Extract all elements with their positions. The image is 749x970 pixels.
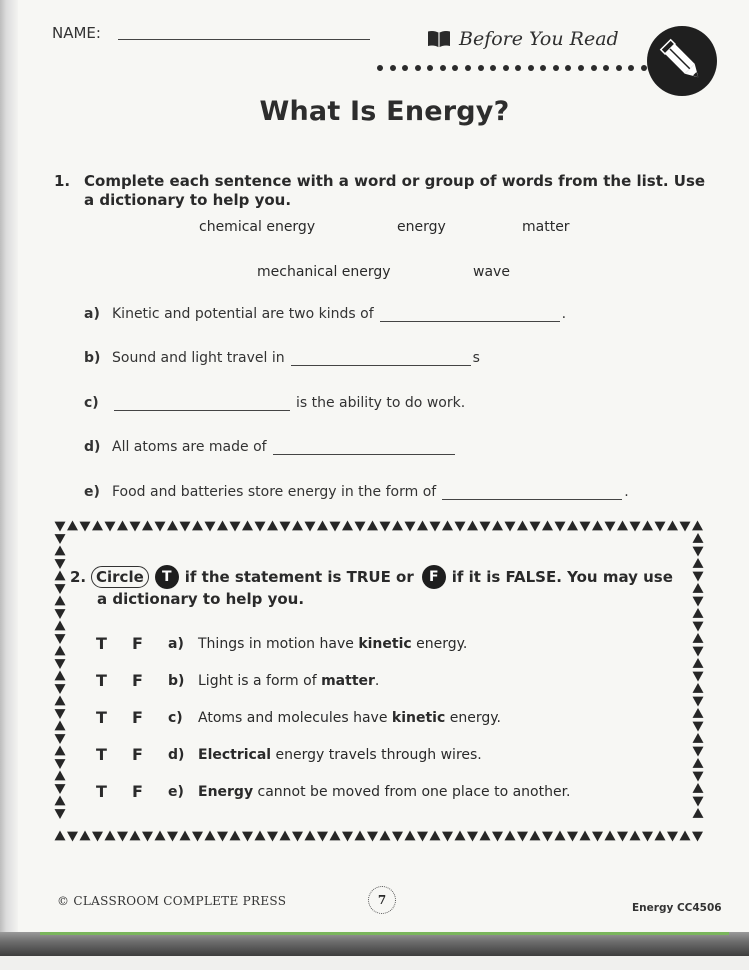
false-option[interactable]: F bbox=[132, 634, 143, 653]
tf-row-d bbox=[96, 745, 482, 764]
answer-blank[interactable] bbox=[291, 351, 471, 366]
section-label: Before You Read bbox=[459, 28, 619, 50]
answer-blank[interactable] bbox=[380, 307, 560, 322]
scan-edge-accent bbox=[40, 932, 729, 935]
question-1-item-b bbox=[84, 346, 480, 366]
false-option[interactable]: F bbox=[132, 782, 143, 801]
question-1-item-d bbox=[84, 435, 457, 455]
answer-blank[interactable] bbox=[114, 396, 290, 411]
item-label: b) bbox=[84, 350, 101, 366]
item-label: a) bbox=[84, 306, 100, 322]
answer-blank[interactable] bbox=[442, 485, 622, 500]
item-label: c) bbox=[168, 709, 183, 726]
tf-row-c bbox=[96, 708, 501, 727]
book-icon bbox=[427, 29, 451, 49]
item-text: Kinetic and potential are two kinds of bbox=[112, 306, 374, 322]
statement-keyword: matter bbox=[321, 672, 375, 689]
item-label: d) bbox=[168, 746, 185, 763]
statement-keyword: kinetic bbox=[358, 635, 412, 652]
question-2-number: 2. bbox=[70, 568, 87, 586]
page-title: What Is Energy? bbox=[259, 96, 510, 127]
item-text: All atoms are made of bbox=[112, 439, 267, 455]
statement-pre: Things in motion have bbox=[198, 635, 359, 652]
page-number: 7 bbox=[368, 886, 396, 914]
scan-edge bbox=[0, 932, 749, 956]
statement-pre: Light is a form of bbox=[198, 672, 322, 689]
item-text-end: . bbox=[561, 306, 567, 322]
item-label: d) bbox=[84, 439, 101, 455]
prompt-text: if the statement is TRUE or bbox=[184, 568, 414, 586]
question-2-prompt-line-2: a dictionary to help you. bbox=[97, 590, 305, 608]
item-label: a) bbox=[168, 635, 184, 652]
dotted-divider bbox=[377, 64, 647, 72]
statement-keyword: Energy bbox=[198, 783, 254, 800]
circle-word: Circle bbox=[91, 566, 149, 588]
product-code: Energy CC4506 bbox=[632, 902, 722, 914]
word-bank-item: wave bbox=[473, 264, 510, 280]
true-option[interactable]: T bbox=[96, 782, 107, 801]
true-option[interactable]: T bbox=[96, 671, 107, 690]
pencil-icon bbox=[647, 26, 717, 96]
statement-post: . bbox=[374, 672, 380, 689]
true-option[interactable]: T bbox=[96, 745, 107, 764]
true-option[interactable]: T bbox=[96, 634, 107, 653]
question-1-number: 1. bbox=[54, 172, 71, 190]
question-1-prompt: Complete each sentence with a word or group of words from the list. Use a dictionary to help you. bbox=[84, 172, 706, 209]
statement-post: cannot be moved from one place to another. bbox=[253, 783, 571, 800]
tf-row-b bbox=[96, 671, 379, 690]
page-binding-shadow bbox=[0, 0, 18, 970]
item-text-end: s bbox=[472, 350, 480, 366]
statement-post: energy. bbox=[411, 635, 468, 652]
false-badge: F bbox=[422, 565, 446, 589]
statement-keyword: Electrical bbox=[198, 746, 272, 763]
name-field-line bbox=[118, 39, 370, 40]
scan-edge-margin bbox=[0, 956, 749, 970]
question-1-item-c bbox=[84, 391, 465, 411]
item-label: e) bbox=[84, 484, 100, 500]
question-1-item-a bbox=[84, 302, 566, 322]
word-bank-item: energy bbox=[397, 219, 446, 235]
question-2-prompt-line-1 bbox=[91, 565, 673, 589]
word-bank-item: mechanical energy bbox=[257, 264, 391, 280]
tf-row-a bbox=[96, 634, 467, 653]
item-text: Sound and light travel in bbox=[112, 350, 285, 366]
item-label: c) bbox=[84, 395, 99, 411]
item-label: e) bbox=[168, 783, 184, 800]
word-bank-item: chemical energy bbox=[199, 219, 316, 235]
question-1-item-e bbox=[84, 480, 629, 500]
publisher-credit: © CLASSROOM COMPLETE PRESS bbox=[57, 894, 287, 908]
section-header bbox=[427, 28, 619, 50]
answer-blank[interactable] bbox=[273, 440, 455, 455]
statement-keyword: kinetic bbox=[391, 709, 446, 726]
true-badge: T bbox=[155, 565, 179, 589]
tf-row-e bbox=[96, 782, 571, 801]
true-option[interactable]: T bbox=[96, 708, 107, 727]
item-label: b) bbox=[168, 672, 185, 689]
item-text-end: . bbox=[624, 484, 629, 500]
item-text: Food and batteries store energy in the form of bbox=[112, 484, 437, 500]
statement-pre: Atoms and molecules have bbox=[198, 709, 392, 726]
false-option[interactable]: F bbox=[132, 708, 143, 727]
statement-post: energy travels through wires. bbox=[271, 746, 482, 763]
name-label: NAME: bbox=[52, 24, 101, 42]
false-option[interactable]: F bbox=[132, 745, 143, 764]
word-bank-item: matter bbox=[522, 219, 570, 235]
statement-post: energy. bbox=[445, 709, 501, 726]
item-text-end: is the ability to do work. bbox=[296, 395, 466, 411]
prompt-text-end: if it is FALSE. You may use bbox=[451, 568, 673, 586]
false-option[interactable]: F bbox=[132, 671, 143, 690]
